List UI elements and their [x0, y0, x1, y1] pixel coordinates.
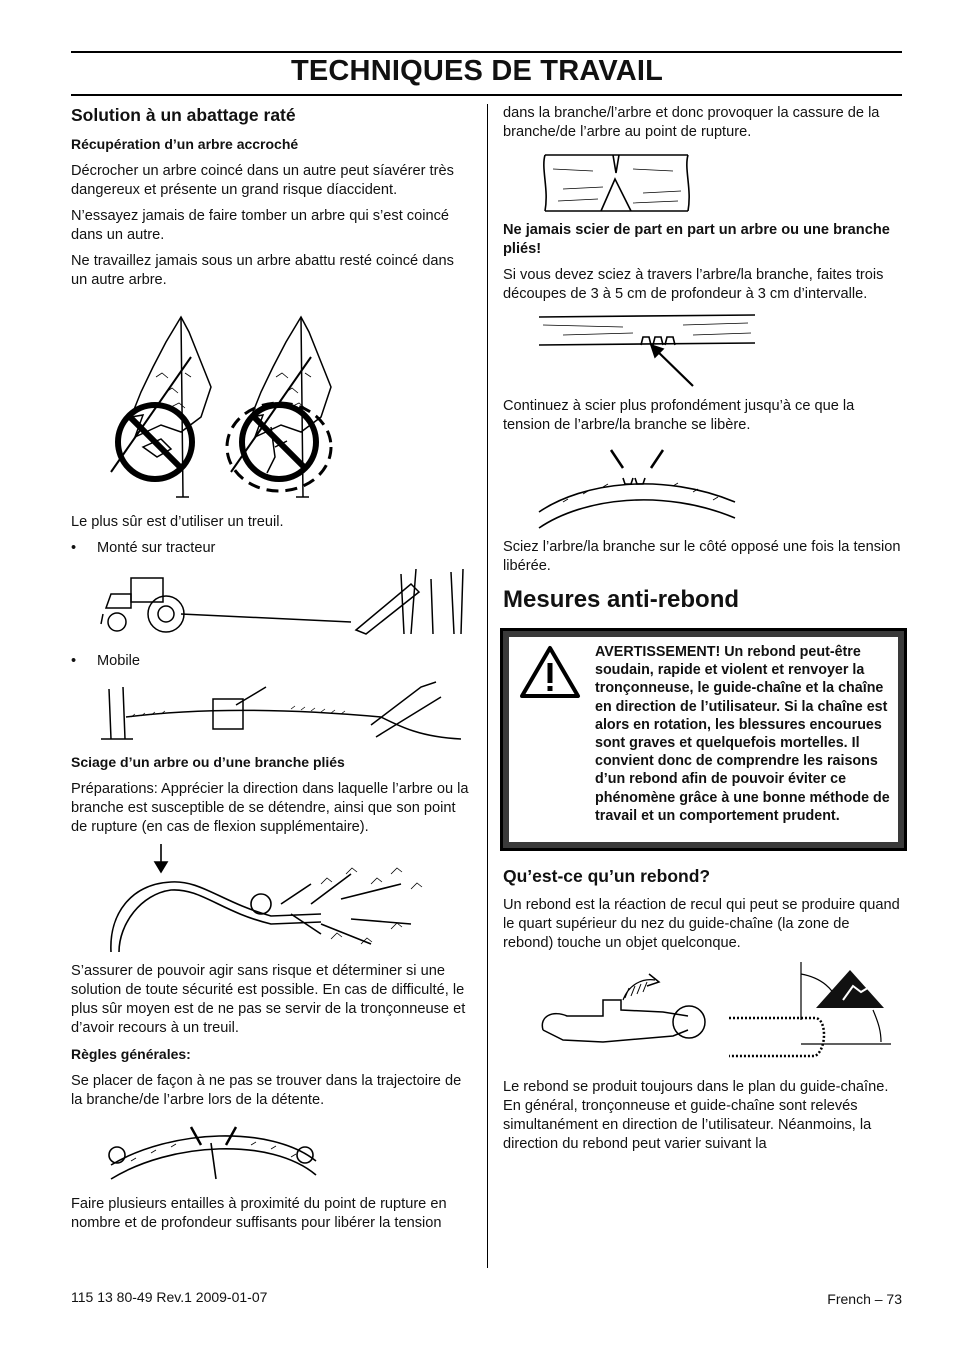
header-rule-bottom — [71, 94, 902, 96]
illustration-mobile-winch — [71, 677, 471, 747]
paragraph: N’essayez jamais de faire tomber un arbre qui s’est coincé dans un autre. — [71, 208, 449, 243]
warning-paragraph: Ne jamais scier de part en part un arbre ou une branche pliés! — [503, 222, 890, 257]
paragraph: Continuez à scier plus profondément jusqu’à ce que la tension de l’arbre/la branche se libère. — [503, 398, 855, 433]
paragraph: Un rebond est la réaction de recul qui peut se produire quand le quart supérieur du nez du guide-chaîne (la zone de rebond) touche un objet quelconque. — [503, 897, 900, 951]
warning-text: AVERTISSEMENT! Un rebond peut-être soudain, rapide et violent et renvoyer la tronçonneuse, le guide-chaîne et la chaîne en direction de l’utilisateur. Si la chaîne est alors en rotation, les blessures encourues sont graves et quelquefois mortelles. Il convient donc de comprendre les raisons d’un rebond afin de pouvoir éviter ce phénomène grâce à une bonne méthode de travail et un comportement prudent. — [595, 644, 890, 824]
subheading-what-is-kickback: Qu’est-ce qu’un rebond? — [503, 866, 711, 886]
column-divider — [487, 104, 488, 1268]
paragraph: Ne travaillez jamais sous un arbre abattu resté coincé dans un autre arbre. — [71, 253, 454, 288]
illustration-prohibited-hung-tree — [71, 297, 471, 507]
right-column — [503, 104, 903, 1161]
paragraph: Se placer de façon à ne pas se trouver dans la trajectoire de la branche/de l’arbre lors de la détente. — [71, 1073, 462, 1108]
header-rule-top — [71, 51, 902, 53]
section-title-failed-felling: Solution à un abattage raté — [71, 105, 296, 125]
subheading-general-rules: Règles générales: — [71, 1046, 191, 1062]
paragraph: Sciez l’arbre/la branche sur le côté opposé une fois la tension libérée. — [503, 539, 901, 574]
warning-box — [500, 628, 907, 851]
paragraph: Le plus sûr est d’utiliser un treuil. — [71, 514, 284, 530]
list-item — [71, 539, 471, 558]
paragraph: Préparations: Apprécier la direction dans laquelle l’arbre ou la branche est susceptible de se détendre, ainsi que son point de rupture (en cas de flexion supplémentaire). — [71, 781, 469, 835]
list-item-text: Mobile — [97, 653, 140, 669]
footer-doc-ref: 115 13 80-49 Rev.1 2009-01-07 — [71, 1289, 268, 1305]
bullet-dot: • — [71, 653, 77, 669]
illustration-deeper-cut — [503, 442, 903, 532]
list-item-text: Monté sur tracteur — [97, 540, 216, 556]
paragraph: dans la branche/l’arbre et donc provoquer la cassure de la branche/de l’arbre au point de rupture. — [503, 105, 880, 140]
footer-page-number: French – 73 — [827, 1291, 902, 1307]
paragraph: Le rebond se produit toujours dans le plan du guide-chaîne. En général, tronçonneuse et guide-chaîne sont relevés simultanément en direction de l’utilisateur. Néanmoins, la direction du rebond peut varier suivant la — [503, 1079, 889, 1152]
paragraph: Décrocher un arbre coincé dans un autre peut síavérer très dangereux et présente un grand risque díaccident. — [71, 163, 454, 198]
paragraph: Faire plusieurs entailles à proximité du point de rupture en nombre et de profondeur suffisants pour libérer la tension — [71, 1196, 447, 1231]
illustration-kickback-zone — [503, 960, 903, 1072]
list-item — [71, 652, 471, 671]
warning-triangle-icon — [519, 645, 581, 699]
page-title: TECHNIQUES DE TRAVAIL — [290, 55, 664, 87]
bullet-dot: • — [71, 540, 77, 556]
subheading-bent-tree: Sciage d’un arbre ou d’une branche pliés — [71, 754, 345, 770]
subheading-hung-tree: Récupération d’un arbre accroché — [71, 136, 299, 152]
paragraph: Si vous devez sciez à travers l’arbre/la branche, faites trois découpes de 3 à 5 cm de profondeur à 3 cm d’intervalle. — [503, 267, 884, 302]
warning-box-inner — [509, 637, 898, 842]
section-title-anti-kickback: Mesures anti-rebond — [503, 586, 740, 613]
illustration-bent-branch — [71, 844, 471, 956]
paragraph: S’assurer de pouvoir agir sans risque et déterminer si une solution de toute sécurité est possible. En cas de difficulté, le plus sûr moyen est de ne pas se servir de la tronçonneuse et d’avoir recours à un treuil. — [71, 963, 466, 1036]
illustration-branch-break — [503, 149, 903, 215]
illustration-tension-release — [71, 1117, 471, 1189]
illustration-three-cuts — [503, 311, 903, 391]
illustration-tractor-winch — [71, 564, 471, 646]
left-column — [71, 104, 471, 1240]
